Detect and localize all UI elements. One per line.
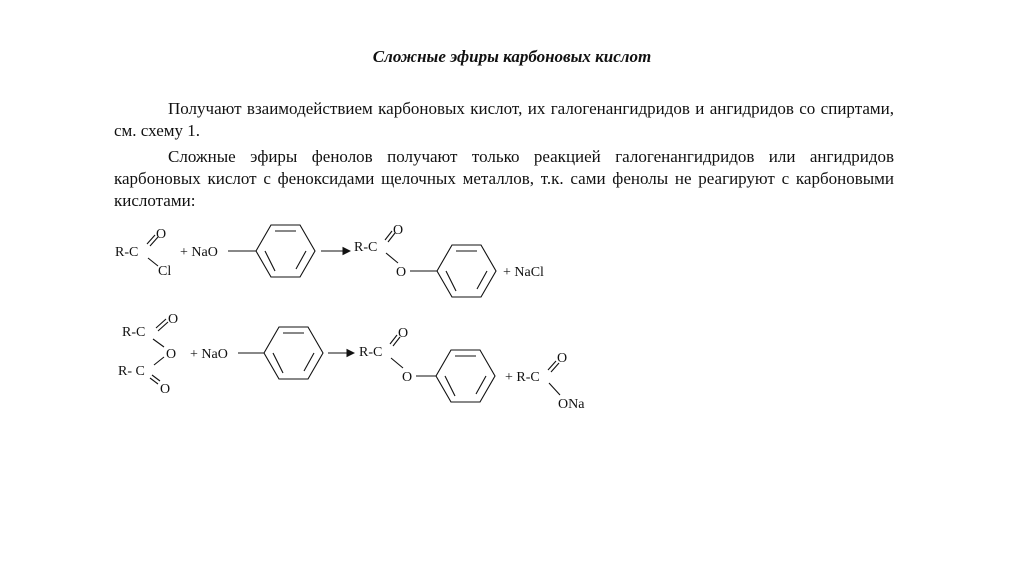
acid-chloride-cl: Cl [158,264,172,279]
acid-chloride-double-bond-a [147,235,155,244]
carboxylate-ona: ONa [558,397,585,412]
ester-2-o-single: O [402,370,413,385]
anhydride-rc-top: R-C [122,325,146,340]
carboxylate-o: O [557,351,568,366]
carboxylate-prefix: + R-C [505,370,540,385]
anhydride [118,312,178,397]
reagent-naophenoxide-2: + NaO [190,347,228,362]
phenyl-ring-1 [256,225,315,277]
acid-chloride [115,227,171,279]
anhydride-o-bottom: O [160,382,171,397]
anhydride-rc-bottom: R- C [118,364,145,379]
acid-chloride-cl-bond [148,258,158,266]
ester-1-o-double: O [393,223,404,238]
ester-product-1 [354,223,496,297]
document-title: Сложные эфиры карбоновых кислот [372,47,652,66]
phenyl-ring-2 [437,245,496,297]
reaction-1 [115,223,544,297]
ester-2-rc: R-C [359,345,383,360]
ester-1-rc: R-C [354,240,378,255]
acid-chloride-rc: R-C [115,245,139,260]
acid-chloride-o: O [156,227,167,242]
reaction-2 [118,312,585,412]
ester-product-2 [359,326,495,402]
paragraph-2-text: Сложные эфиры фенолов получают только реакцией галогенангидридов или ангидридов карбоновых кислот с феноксидами щелочных металлов, т.к. сами фенолы не реагируют с карбоновыми кислотами: [114,147,894,210]
anhydride-o-bridge: O [166,347,177,362]
ester-1-o-single: O [396,265,407,280]
byproduct-nacl: + NaCl [503,265,544,280]
ester-2-o-double: O [398,326,409,341]
paragraph-1-text: Получают взаимодействием карбоновых кислот, их галогенангидридов и ангидридов со спиртами, см. схему 1. [114,99,894,140]
anhydride-o-top: O [168,312,179,327]
reagent-naophenoxide-1: + NaO [180,245,218,260]
byproduct-carboxylate [505,351,585,412]
phenyl-ring-3 [264,327,323,379]
phenyl-ring-4 [436,350,495,402]
